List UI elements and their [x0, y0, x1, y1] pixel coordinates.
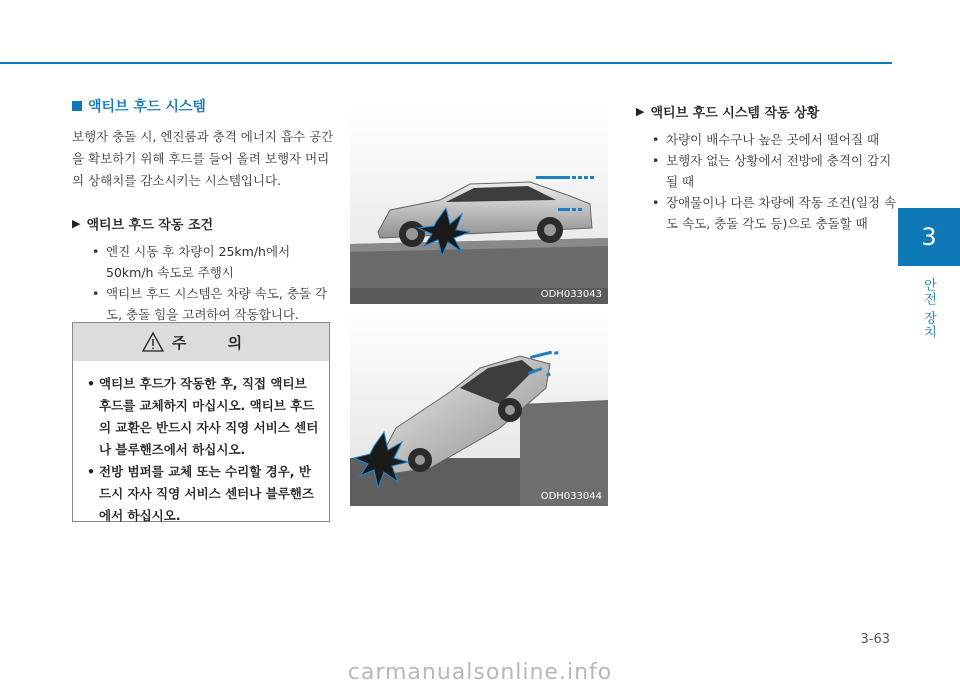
section-title: [72, 96, 334, 116]
caution-box: [72, 322, 330, 522]
situations-heading-text: 액티브 후드 시스템 작동 상황: [650, 106, 820, 121]
list-item: • 액티브 후드가 작동한 후, 직접 액티브 후드를 교체하지 마십시오. 액티브 후드의 교환은 반드시 자사 직영 서비스 센터나 블루핸즈에서 하십시오.: [85, 373, 319, 461]
chapter-tab: [898, 208, 960, 266]
list-item: • 액티브 후드 시스템은 차량 속도, 충돌 각도, 충돌 힘을 고려하여 작동합니다.: [72, 283, 334, 325]
list-item: • 장애물이나 다른 차량에 작동 조건(일정 속도 속도, 충돌 각도 등)으로 충돌할 때: [636, 192, 898, 234]
list-item: • 엔진 시동 후 차량이 25km/h에서 50km/h 속도로 주행시: [72, 241, 334, 283]
figure-code: ODH033044: [540, 491, 602, 502]
figure-car-drop: [350, 308, 608, 506]
caution-header: [73, 323, 329, 361]
triangle-right-icon: ▶: [72, 217, 81, 230]
situations-list: [636, 129, 898, 234]
section-title-text: 액티브 후드 시스템: [88, 99, 206, 115]
right-column: [636, 102, 898, 234]
car-collision-illustration: [350, 104, 608, 304]
caution-title: 주 의: [171, 333, 261, 352]
chapter-name: 안전 장치: [921, 278, 936, 340]
situations-heading: [636, 102, 898, 121]
page-number: 3-63: [860, 632, 890, 647]
chapter-number: 3: [921, 223, 937, 251]
header-rule: [0, 62, 892, 64]
figure-car-collision: [350, 104, 608, 304]
list-item: • 전방 범퍼를 교체 또는 수리할 경우, 반드시 자사 직영 서비스 센터나 블루핸즈에서 하십시오.: [85, 461, 319, 527]
caution-list: [73, 361, 329, 527]
conditions-heading: [72, 214, 334, 233]
square-bullet-icon: [72, 101, 82, 111]
car-drop-illustration: [350, 308, 608, 506]
list-item: • 차량이 배수구나 높은 곳에서 떨어질 때: [636, 129, 898, 150]
list-item: • 보행자 없는 상황에서 전방에 충격이 감지될 때: [636, 150, 898, 192]
warning-triangle-icon: [142, 331, 164, 353]
conditions-list: [72, 241, 334, 325]
intro-paragraph: 보행자 충돌 시, 엔진룸과 충격 에너지 흡수 공간을 확보하기 위해 후드를 들어 올려 보행자 머리의 상해치를 감소시키는 시스템입니다.: [72, 129, 334, 188]
conditions-heading-text: 액티브 후드 작동 조건: [86, 218, 214, 233]
watermark: carmanualsonline.info: [347, 660, 613, 685]
figure-code: ODH033043: [540, 289, 602, 300]
left-column: [72, 96, 334, 325]
triangle-right-icon: ▶: [636, 105, 645, 118]
